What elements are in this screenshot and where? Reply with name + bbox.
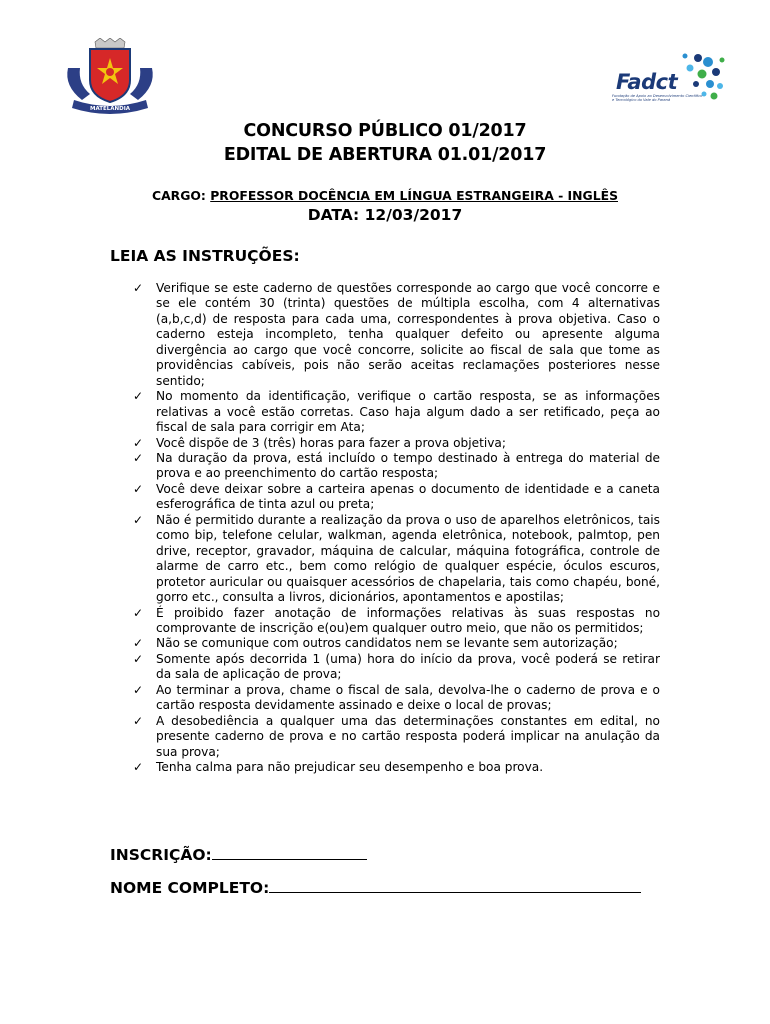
checkmark-icon: ✓ [133,636,144,651]
edital-title: EDITAL DE ABERTURA 01.01/2017 [223,145,547,165]
list-item [133,513,660,606]
checkmark-icon: ✓ [133,435,144,450]
fadct-wordmark: Fadct [616,70,678,94]
nome-completo-field [110,878,641,897]
checkmark-icon: ✓ [133,760,144,775]
checkmark-icon: ✓ [133,605,144,620]
checkmark-icon: ✓ [133,481,144,496]
instructions-list [133,281,660,776]
coat-of-arms-ribbon-text: MATELÂNDIA [89,106,131,112]
cargo-label: CARGO: [152,188,206,203]
list-item [133,636,660,651]
list-item [133,683,660,714]
list-item [133,482,660,513]
instruction-text: Você deve deixar sobre a carteira apenas o documento de identidade e a caneta esferográfica de tinta azul ou preta; [156,481,660,512]
instruction-text: Somente após decorrida 1 (uma) hora do início da prova, você poderá se retirar da sala de aplicação de prova; [156,651,660,682]
instruction-text: É proibido fazer anotação de informações relativas às suas respostas no comprovante de inscrição e(ou)em qualquer outro meio, que não os permitidos; [156,605,660,635]
checkmark-icon: ✓ [133,512,144,527]
list-item [133,451,660,482]
instruction-text: Ao terminar a prova, chame o fiscal de sala, devolva-lhe o caderno de prova e o cartão resposta devidamente assinado e deixe o local de provas; [156,682,660,713]
inscricao-field [110,845,367,864]
inscricao-blank-line[interactable] [212,845,367,860]
list-item [133,606,660,637]
instruction-text: Não é permitido durante a realização da prova o uso de aparelhos eletrônicos, tais como bip, telefone celular, walkman, agenda eletrônica, notebook, palmtop, pen drive, receptor, gravador, máquina de calcular, máquina fotográfica, controle de alarme de carro etc., bem como relógio de qualquer espécie, óculos escuros, protetor auricular ou quaisquer acessórios de chapelaria, tais como chapéu, boné, gorro etc., consulta a livros, dicionários, apontamentos e apostilas; [156,512,660,605]
list-item [133,389,660,435]
checkmark-icon: ✓ [133,651,144,666]
instruction-text: Na duração da prova, está incluído o tempo destinado à entrega do material de prova e ao preenchimento do cartão resposta; [156,450,660,481]
cargo-value: PROFESSOR DOCÊNCIA EM LÍNGUA ESTRANGEIRA - INGLÊS [210,188,618,203]
instruction-text: Verifique se este caderno de questões corresponde ao cargo que você concorre e se ele contém 30 (trinta) questões de múltipla escolha, com 4 alternativas (a,b,c,d) de resposta para cada uma, correspondentes à prova objetiva. Caso o caderno esteja incompleto, tenha qualquer defeito ou apresente alguma divergência ao cargo que você concorre, solicite ao fiscal de sala que tome as providências cabíveis, pois não serão aceitas reclamações posteriores nesse sentido; [156,281,660,388]
checkmark-icon: ✓ [133,450,144,465]
instruction-text: Você dispõe de 3 (três) horas para fazer a prova objetiva; [156,435,506,450]
list-item [133,652,660,683]
inscricao-label: INSCRIÇÃO: [110,846,212,864]
instructions-heading: LEIA AS INSTRUÇÕES: [110,247,300,265]
instruction-text: No momento da identificação, verifique o cartão resposta, se as informações relativas a você estão corretas. Caso haja algum dado a ser retificado, peça ao fiscal de sala para corrigir em Ata; [156,389,660,435]
fadct-subtitle: Fundação de Apoio ao Desenvolvimento Científico e Tecnológico do Vale do Paraná [612,94,703,103]
checkmark-icon: ✓ [133,713,144,728]
instruction-text: Tenha calma para não prejudicar seu desempenho e boa prova. [156,760,544,775]
instruction-text: Não se comunique com outros candidatos nem se levante sem autorização; [156,636,618,651]
exam-date: DATA: 12/03/2017 [307,206,463,224]
list-item [133,760,660,775]
list-item [133,436,660,451]
fadct-logo [610,50,725,108]
matelandia-coat-of-arms-logo [60,38,160,116]
list-item [133,281,660,389]
instruction-text: A desobediência a qualquer uma das determinações constantes em edital, no presente caderno de prova e no cartão resposta poderá implicar na anulação da sua prova; [156,713,660,759]
nome-completo-blank-line[interactable] [269,878,641,893]
checkmark-icon: ✓ [133,389,144,404]
nome-completo-label: NOME COMPLETO: [110,879,270,897]
list-item [133,714,660,760]
checkmark-icon: ✓ [133,281,144,295]
cargo-line [0,188,770,203]
contest-title: CONCURSO PÚBLICO 01/2017 [243,121,527,141]
checkmark-icon: ✓ [133,682,144,697]
